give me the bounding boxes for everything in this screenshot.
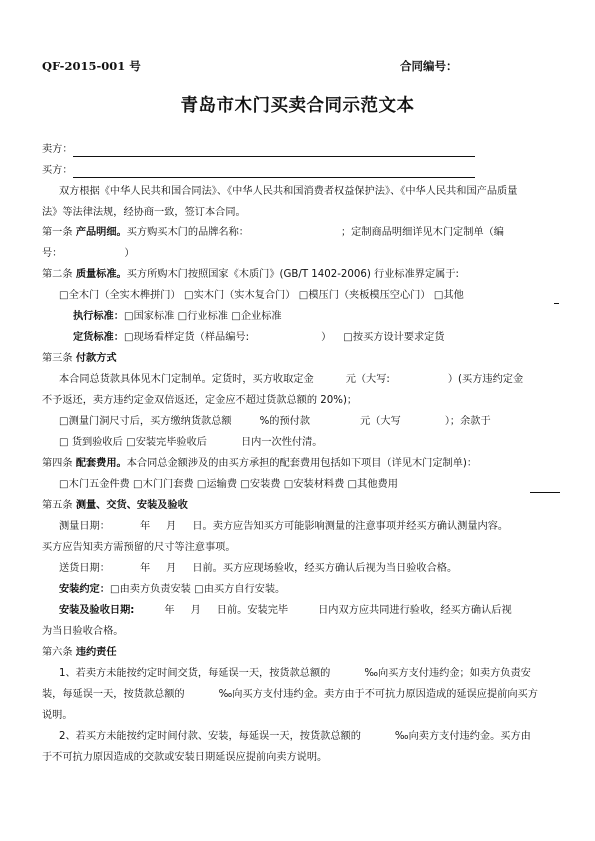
acceptance-date-label: 安装及验收日期: — [59, 605, 135, 616]
balance-on-delivery[interactable]: □ 货到验收后 — [59, 437, 123, 448]
fee-other[interactable]: □其他费用 — [347, 479, 398, 490]
door-type-other[interactable]: □其他 — [433, 290, 464, 301]
delivery-year: 年 — [139, 563, 151, 574]
article-3-line-4 — [59, 436, 323, 450]
acceptance-text-a: 安装完毕 — [247, 605, 289, 616]
article-2-line-1 — [42, 268, 459, 282]
prepayment-amount: 元（大写 — [360, 416, 401, 427]
fee-door-frame[interactable]: □木门门套费 — [133, 479, 194, 490]
acceptance-text-b: 日内双方应共同进行验收，经买方确认后视 — [318, 605, 512, 616]
intro-line-2: 法》等法律法规，经协商一致，签订本合同。 — [42, 207, 246, 218]
document-title: 青岛市木门买卖合同示范文本 — [180, 96, 415, 116]
prepayment-option[interactable]: □测量门洞尺寸后，买方缴纳货款总额 — [59, 416, 232, 427]
acceptance-text-c: 为当日验收合格。 — [42, 626, 124, 637]
penalty-2-text-a: 2、若买方未能按约定时间付款、安装，每延误一天，按货款总额的 — [59, 731, 361, 742]
penalty-2-line-2: 于不可抗力原因造成的交款或安装日期延误应提前向卖方说明。 — [42, 752, 328, 763]
buyer-label: 买方： — [42, 165, 73, 176]
article-1-text-a: 买方购买木门的品牌名称： — [126, 227, 249, 238]
penalty-2-line-1 — [59, 730, 531, 744]
measure-date-line — [59, 520, 508, 534]
article-5-heading-line — [42, 499, 188, 513]
measure-day: 日。 — [192, 521, 213, 532]
article-5-number: 第五条 — [42, 500, 73, 511]
penalty-1-line-1 — [59, 667, 531, 681]
exec-standard-enterprise[interactable]: □企业标准 — [231, 311, 282, 322]
acceptance-date-line — [59, 604, 512, 618]
penalty-1-text-d: ‰向买方支付违约金。卖方由于不可抗力原因造成的延误应提前向买方 — [218, 689, 538, 700]
order-standard-sample[interactable]: □现场看样定货（样品编号: — [123, 332, 250, 343]
article-3-heading: 付款方式 — [75, 353, 117, 364]
article-5-heading: 测量、交货、安装及验收 — [75, 500, 188, 511]
article-4-text: 本合同总金额涉及的由买方承担的配套费用包括如下项目（详见木门定制单)： — [126, 458, 478, 469]
order-standard-design[interactable]: □按买方设计要求定货 — [343, 332, 445, 343]
article-3-heading-line — [42, 352, 117, 366]
measure-note: 买方应告知卖方需预留的尺寸等注意事项。 — [42, 542, 236, 553]
deposit-text-c: ）(买方违约定金 — [447, 374, 524, 385]
seller-blank[interactable] — [73, 144, 475, 157]
article-4-line-1 — [42, 457, 477, 471]
door-type-composite[interactable]: □实木门（实木复合门） — [183, 290, 296, 301]
acceptance-year: 年 — [164, 605, 175, 616]
door-type-solid-wood[interactable]: □全木门（全实木榫拼门） — [59, 290, 181, 301]
intro-line-1: 双方根据《中华人民共和国合同法》、《中华人民共和国消费者权益保护法》、《中华人民共和国产品质量 — [59, 186, 518, 197]
penalty-1-line-3: 说明。 — [42, 710, 73, 721]
acceptance-day: 日前。 — [216, 605, 248, 616]
article-1-line-1 — [42, 226, 504, 240]
buyer-line — [42, 164, 475, 178]
delivery-date-line — [59, 562, 457, 576]
acceptance-month: 月 — [190, 605, 201, 616]
exec-standard-label: 执行标准： — [73, 311, 124, 322]
measure-month: 月 — [166, 521, 177, 532]
penalty-1-text-b: ‰向买方支付违约金；如卖方负责安 — [364, 668, 531, 679]
article-3-line-2: 不予返还，卖方违约定金双倍返还，定金应不超过货款总额的 20%)； — [42, 395, 358, 406]
balance-on-install[interactable]: □安装完毕验收后 — [126, 437, 207, 448]
penalty-1-line-2 — [42, 688, 538, 702]
delivery-month: 月 — [166, 563, 177, 574]
article-3-number: 第三条 — [42, 353, 73, 364]
delivery-day: 日前。 — [192, 563, 223, 574]
exec-standard-national[interactable]: □国家标准 — [123, 311, 175, 322]
penalty-1-text-c: 装，每延误一天，按货款总额的 — [42, 689, 185, 700]
other-fee-blank — [530, 491, 560, 493]
fee-installation[interactable]: □安装费 — [240, 479, 281, 490]
penalty-1-text-a: 1、若卖方未能按约定时间交货，每延误一天，按货款总额的 — [59, 668, 331, 679]
article-6-heading: 违约责任 — [75, 647, 117, 658]
article-3-line-1 — [59, 373, 523, 387]
install-agreement-line — [59, 583, 285, 597]
article-1-text-d: ） — [124, 248, 135, 259]
prepayment-percent: %的预付款 — [259, 416, 311, 427]
article-2-number: 第二条 — [42, 269, 73, 280]
article-2-heading: 质量标准。 — [75, 269, 127, 280]
install-agreement-label: 安装约定： — [59, 584, 110, 595]
article-1-number: 第一条 — [42, 227, 73, 238]
article-2-door-types — [59, 289, 464, 303]
balance-due-text: 日内一次性付清。 — [241, 437, 323, 448]
article-1-heading: 产品明细。 — [75, 227, 127, 238]
article-3-line-3 — [59, 415, 491, 429]
fee-hardware[interactable]: □木门五金件费 — [59, 479, 130, 490]
deposit-text-b: 元（大写: — [345, 374, 390, 385]
other-type-blank — [554, 302, 559, 304]
article-6-number: 第六条 — [42, 647, 73, 658]
article-1-line-2 — [42, 247, 135, 261]
seller-line — [42, 143, 475, 157]
door-type-molded[interactable]: □模压门（夹板模压空心门） — [298, 290, 431, 301]
prepayment-balance: ）；余款于 — [444, 416, 491, 427]
article-4-number: 第四条 — [42, 458, 73, 469]
buyer-blank[interactable] — [73, 165, 475, 178]
article-2-text: 买方所购木门按照国家《木质门》(GB/T 1402-2006) 行业标准界定属于: — [126, 269, 459, 280]
article-1-text-c: 号： — [42, 248, 63, 259]
fee-install-materials[interactable]: □安装材料费 — [283, 479, 345, 490]
article-6-heading-line — [42, 646, 117, 660]
measure-date-label: 测量日期： — [59, 521, 110, 532]
fee-transport[interactable]: □运输费 — [196, 479, 238, 490]
measure-text: 卖方应告知买方可能影响测量的注意事项并经买方确认测量内容。 — [212, 521, 509, 532]
seller-label: 卖方： — [42, 144, 73, 155]
article-2-exec-standard — [73, 310, 282, 324]
exec-standard-industry[interactable]: □行业标准 — [177, 311, 228, 322]
install-by-seller[interactable]: □由卖方负责安装 — [109, 584, 191, 595]
install-by-buyer[interactable]: □由买方自行安装。 — [194, 584, 286, 595]
measure-year: 年 — [139, 521, 151, 532]
article-4-items — [59, 478, 398, 492]
deposit-text-a: 本合同总货款具体见木门定制单。定货时，买方收取定金 — [59, 374, 314, 385]
contract-number-label: 合同编号： — [400, 59, 458, 73]
order-standard-label: 定货标准： — [73, 332, 124, 343]
order-standard-sample-close: ） — [321, 332, 332, 343]
article-1-text-b: ；定制商品明细详见木门定制单（编 — [341, 227, 504, 238]
article-2-order-standard — [73, 331, 445, 345]
delivery-text: 买方应现场验收，经买方确认后视为当日验收合格。 — [222, 563, 458, 574]
penalty-2-text-b: ‰向卖方支付违约金。买方由 — [394, 731, 531, 742]
form-number: QF-2015-001 号 — [42, 59, 141, 73]
delivery-date-label: 送货日期： — [59, 563, 110, 574]
article-4-heading: 配套费用。 — [75, 458, 127, 469]
